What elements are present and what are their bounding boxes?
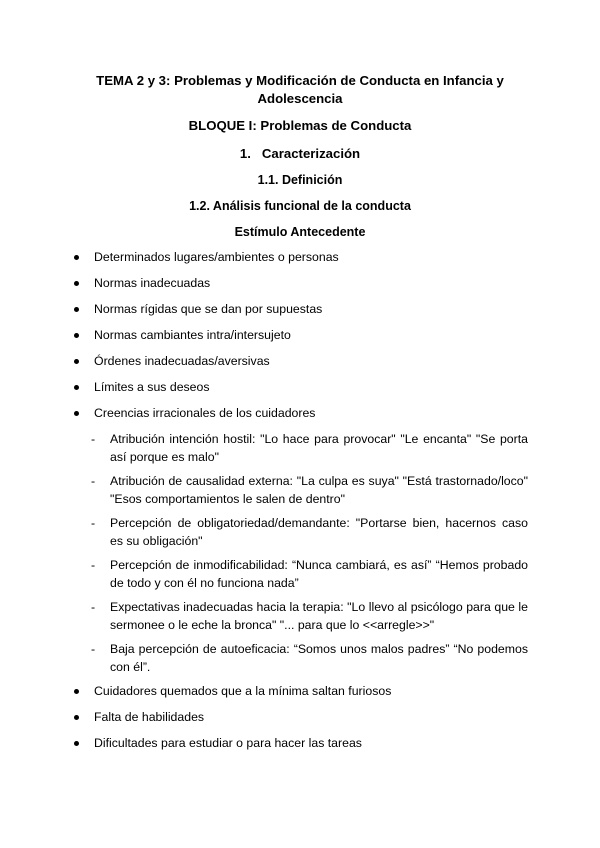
bullet-icon (74, 689, 79, 694)
dash-marker: - (91, 432, 96, 446)
bullet-icon (74, 255, 79, 260)
block-heading: BLOQUE I: Problemas de Conducta (188, 118, 412, 133)
dash-marker: - (91, 558, 96, 572)
subsection-definition: 1.1. Definición (257, 173, 343, 187)
document-page: TEMA 2 y 3: Problemas y Modificación de Conducta en Infancia y Adolescencia BLOQUE I: Problemas de Conducta 1. Caracterización 1.1. Definición 1.2. Análisis funcional de la conducta Estímulo Antecedente Determinados lugares/ambientes o personas Normas inadecuadas Normas rígidas que se dan por supuestas Normas cambiantes intra/intersujeto Órdenes inadecuadas/aversivas Límites a sus deseos Creencias irracionales de los cuidadores - Atribución intención hostil: "Lo hace para provocar" "Le encanta" "Se porta así porque es malo" - Atribución de causalidad externa: "La culpa es suya" "Está trastornado/loco" "Esos comportamientos le salen de dentro" - Percepción de obligatoriedad/demandante: "Portarse bien, hacernos caso es su obligación" - Percepción de inmodificabilidad: “Nunca cambiará, es así” “Hemos probado de todo y con él no funciona nada” - Expectativas inadecuadas hacia la terapia: "Lo llevo al psicólogo para que le sermonee o le eche la bronca" "... para que lo <<arregle>>" - Baja percepción de autoeficacia: “Somos unos malos padres” “No podemos con él”. Cuidadores quemados que a la mínima saltan furiosos Falta de habilidades Dificultades para estudiar o para hacer las tareas (0, 0, 600, 848)
bullet-icon (74, 411, 79, 416)
section-title: Caracterización (261, 146, 361, 161)
bullet-icon (74, 281, 79, 286)
bullet-icon (74, 385, 79, 390)
dash-marker: - (91, 642, 96, 656)
bullet-icon (74, 715, 79, 720)
section-number: 1. (239, 146, 251, 161)
subsection-antecedent-stimulus: Estímulo Antecedente (234, 225, 366, 239)
subsection-functional-analysis: 1.2. Análisis funcional de la conducta (189, 199, 411, 213)
dash-marker: - (91, 600, 96, 614)
bullet-icon (74, 359, 79, 364)
bullet-icon (74, 333, 79, 338)
section-heading (60, 145, 540, 163)
bullet-icon (74, 741, 79, 746)
dash-marker: - (91, 474, 96, 488)
document-title: TEMA 2 y 3: Problemas y Modificación de Conducta en Infancia y Adolescencia (96, 73, 504, 106)
bullet-icon (74, 307, 79, 312)
dash-marker: - (91, 516, 96, 530)
